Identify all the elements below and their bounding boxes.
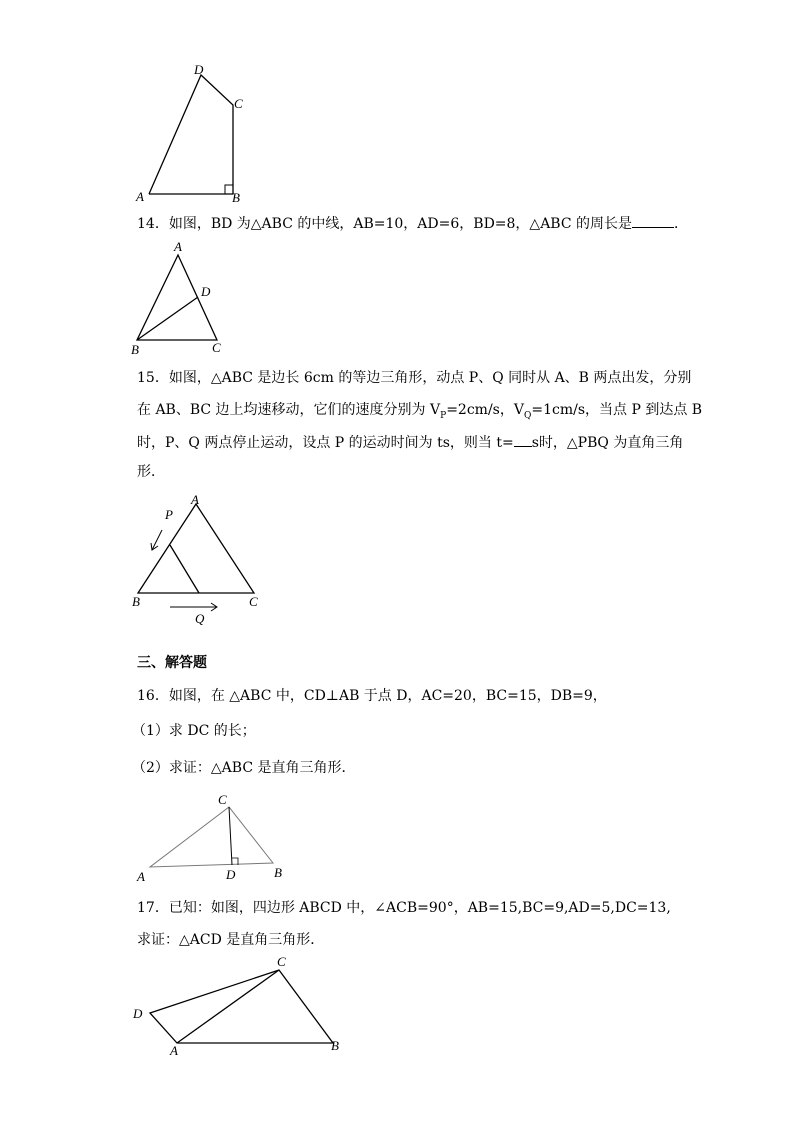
question-17-proof-line: 求证：△ACD 是直角三角形． (137, 932, 325, 948)
equilateral-triangle-pbq-diagram (128, 492, 268, 632)
label-b: B (274, 865, 282, 880)
question-15-line-1: 15．如图，△ABC 是边长 6cm 的等边三角形，动点 P、Q 同时从 A、B 两点出发，分别 (137, 370, 692, 386)
label-b: B (131, 342, 139, 357)
label-a: A (136, 189, 144, 204)
question-16-text: 16．如图，在 △ABC 中，CD⊥AB 于点 D，AC=20，BC=15，DB=9， (137, 688, 607, 704)
question-17-text: 17．已知：如图，四边形 ABCD 中，∠ACB=90°，AB=15,BC=9,AD=5,DC=13, (137, 900, 671, 916)
question-16-part-1: （1）求 DC 的长； (132, 723, 256, 739)
label-c: C (277, 954, 286, 969)
answer-blank (514, 432, 532, 447)
question-15-line-2: 在 AB、BC 边上均速移动，它们的速度分别为 $V_P=2cm/s$，$V_Q=1cm/s$，当点 P 到达点 B (137, 402, 703, 421)
figure-q13 (130, 60, 270, 210)
label-a: A (170, 1043, 178, 1058)
quadrilateral-abcd-diagram (130, 60, 270, 210)
quadrilateral-abcd-right-triangle-diagram (128, 952, 358, 1062)
figure-q16 (130, 792, 300, 887)
label-b: B (232, 190, 240, 205)
section-title: 三、解答题 (137, 655, 207, 671)
triangle-abc-median-diagram (130, 238, 240, 358)
label-a: A (137, 869, 145, 884)
right-triangle-abc-altitude-diagram (130, 792, 300, 887)
label-p: P (165, 507, 173, 522)
label-d: D (133, 1006, 143, 1021)
label-b: B (331, 1038, 339, 1053)
question-16-part-2: （2）求证：△ABC 是直角三角形． (132, 760, 356, 776)
label-d: D (201, 284, 211, 299)
label-c: C (212, 340, 221, 355)
figure-q15 (128, 492, 268, 632)
answer-blank (632, 213, 674, 228)
label-q: Q (195, 611, 205, 626)
figure-q14 (130, 238, 240, 358)
question-15-line-4: 形． (137, 464, 165, 480)
label-c: C (218, 792, 227, 807)
label-a: A (174, 239, 182, 254)
label-c: C (249, 594, 258, 609)
label-b: B (132, 594, 140, 609)
label-a: A (191, 492, 199, 507)
label-d: D (226, 867, 236, 882)
figure-q17 (128, 952, 358, 1062)
question-15-line-3: 时，P、Q 两点停止运动，设点 P 的运动时间为 ts，则当 t= s时，△PBQ 为直角三角 (137, 432, 683, 453)
label-c: C (234, 96, 243, 111)
label-d: D (194, 62, 204, 77)
question-14-text: 14．如图，BD 为△ABC 的中线，AB=10，AD=6，BD=8，△ABC 的周长是 ． (137, 213, 688, 234)
